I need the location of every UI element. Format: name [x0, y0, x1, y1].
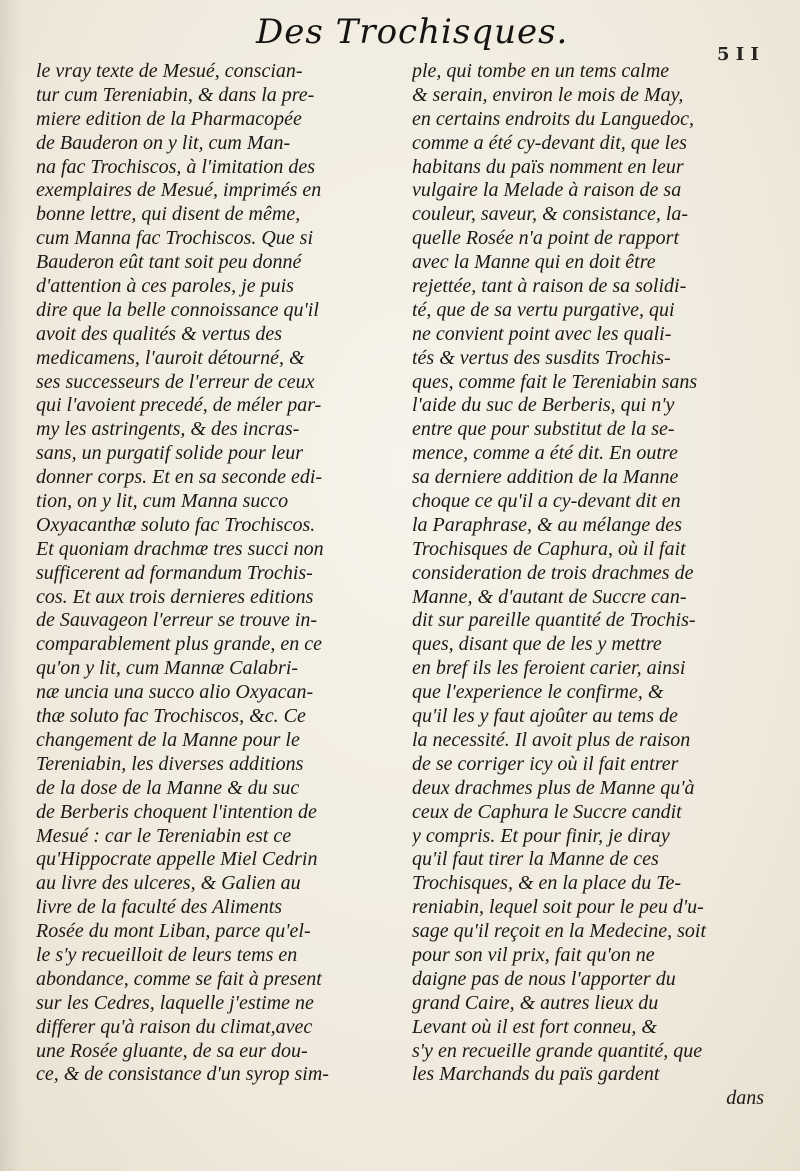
text-line: dire que la belle connoissance qu'il: [36, 298, 319, 321]
gutter-shadow: [0, 0, 22, 1171]
text-line: miere edition de la Pharmacopée: [36, 107, 302, 130]
text-line: ne convient point avec les quali-: [412, 322, 672, 345]
left-text-column: [36, 60, 392, 1087]
text-line: Trochisques de Caphura, où il fait: [412, 537, 686, 560]
text-line: qu'Hippocrate appelle Miel Cedrin: [36, 848, 318, 871]
page-header: [0, 10, 800, 65]
text-line: næ uncia una succo alio Oxyacan-: [36, 681, 314, 704]
text-line: differer qu'à raison du climat,avec: [36, 1015, 313, 1038]
running-title: Des Trochisques.: [256, 12, 569, 52]
text-line: Rosée du mont Liban, parce qu'el-: [36, 920, 311, 943]
text-line: choque ce qu'il a cy-devant dit en: [412, 490, 681, 513]
text-line: tur cum Tereniabin, & dans la pre-: [36, 83, 315, 106]
text-line: que l'experience le confirme, &: [412, 681, 664, 704]
text-line: rejettée, tant à raison de sa solidi-: [412, 275, 687, 298]
text-line: sage qu'il reçoit en la Medecine, soit: [412, 920, 707, 943]
text-line: té, que de sa vertu purgative, qui: [412, 298, 675, 321]
text-line: cos. Et aux trois dernieres editions: [36, 585, 314, 608]
text-line: de se corriger icy où il fait entrer: [412, 752, 679, 775]
text-line: en certains endroits du Languedoc,: [412, 107, 695, 130]
text-line: entre que pour substitut de la se-: [412, 418, 675, 441]
text-line: la Paraphrase, & au mélange des: [412, 513, 682, 536]
text-line: Trochisques, & en la place du Te-: [412, 872, 682, 895]
text-line: reniabin, lequel soit pour le peu d'u-: [412, 896, 704, 919]
text-line: my les astringents, & des incras-: [36, 418, 300, 441]
page-number: 5 I I: [717, 44, 759, 65]
text-line: ceux de Caphura le Succre candit: [412, 800, 682, 823]
text-line: qu'il faut tirer la Manne de ces: [412, 848, 659, 871]
text-line: & serain, environ le mois de May,: [412, 83, 684, 106]
text-line: sur les Cedres, laquelle j'estime ne: [36, 991, 314, 1014]
text-line: sufficerent ad formandum Trochis-: [36, 561, 313, 584]
text-line: de la dose de la Manne & du suc: [36, 776, 300, 799]
text-line: qu'il les y faut ajoûter au tems de: [412, 705, 678, 728]
text-line: mence, comme a été dit. En outre: [412, 442, 678, 465]
text-line: y compris. Et pour finir, je diray: [412, 824, 670, 847]
text-line: s'y en recueille grande quantité, que: [412, 1039, 703, 1062]
text-line: donner corps. Et en sa seconde edi-: [36, 466, 323, 489]
text-line: bonne lettre, qui disent de même,: [36, 203, 301, 226]
text-line: couleur, saveur, & consistance, la-: [412, 203, 689, 226]
text-line: les Marchands du païs gardent: [412, 1063, 660, 1086]
text-line: dit sur pareille quantité de Trochis-: [412, 609, 696, 632]
text-line: exemplaires de Mesué, imprimés en: [36, 179, 322, 202]
text-line: Tereniabin, les diverses additions: [36, 752, 304, 775]
text-line: pour son vil prix, fait qu'on ne: [412, 943, 655, 966]
text-line: changement de la Manne pour le: [36, 728, 300, 751]
text-line: deux drachmes plus de Manne qu'à: [412, 776, 695, 799]
text-line: thæ soluto fac Trochiscos, &c. Ce: [36, 705, 306, 728]
text-line: tion, on y lit, cum Manna succo: [36, 490, 289, 513]
text-line: d'attention à ces paroles, je puis: [36, 275, 294, 298]
text-line: Et quoniam drachmæ tres succi non: [36, 537, 324, 560]
text-line: daigne pas de nous l'apporter du: [412, 967, 676, 990]
text-line: Bauderon eût tant soit peu donné: [36, 251, 302, 274]
text-line: tés & vertus des susdits Trochis-: [412, 346, 671, 369]
text-line: l'aide du suc de Berberis, qui n'y: [412, 394, 675, 417]
right-text-column: [412, 60, 768, 1111]
text-line: Oxyacanthæ soluto fac Trochiscos.: [36, 513, 316, 536]
text-line: qui l'avoient precedé, de méler par-: [36, 394, 322, 417]
text-line: avoit des qualités & vertus des: [36, 322, 283, 345]
text-line: de Bauderon on y lit, cum Man-: [36, 131, 291, 154]
text-line: abondance, comme se fait à present: [36, 967, 322, 990]
text-line: habitans du païs nomment en leur: [412, 155, 684, 178]
text-line: ple, qui tombe en un tems calme: [412, 60, 670, 82]
text-line: sa derniere addition de la Manne: [412, 466, 679, 489]
text-line: ques, disant que de les y mettre: [412, 633, 662, 656]
text-line: quelle Rosée n'a point de rapport: [412, 227, 680, 250]
text-line: livre de la faculté des Aliments: [36, 896, 283, 919]
text-line: le s'y recueilloit de leurs tems en: [36, 943, 298, 966]
text-line: de Sauvageon l'erreur se trouve in-: [36, 609, 318, 632]
text-line: qu'on y lit, cum Mannæ Calabri-: [36, 657, 299, 680]
text-line: ques, comme fait le Tereniabin sans: [412, 370, 698, 393]
text-line: grand Caire, & autres lieux du: [412, 991, 659, 1014]
text-line: une Rosée gluante, de sa eur dou-: [36, 1039, 308, 1062]
text-line: vulgaire la Melade à raison de sa: [412, 179, 682, 202]
text-line: na fac Trochiscos, à l'imitation des: [36, 155, 316, 178]
text-line: medicamens, l'auroit détourné, &: [36, 346, 305, 369]
text-line: Mesué : car le Tereniabin est ce: [36, 824, 292, 847]
text-line: avec la Manne qui en doit être: [412, 251, 656, 274]
text-line: de Berberis choquent l'intention de: [36, 800, 317, 823]
text-line: sans, un purgatif solide pour leur: [36, 442, 304, 465]
text-line: comparablement plus grande, en ce: [36, 633, 323, 656]
text-line: en bref ils les feroient carier, ainsi: [412, 657, 686, 680]
text-line: consideration de trois drachmes de: [412, 561, 694, 584]
catchword: dans: [726, 1087, 764, 1110]
text-line: Levant où il est fort conneu, &: [412, 1015, 657, 1038]
text-line: ses successeurs de l'erreur de ceux: [36, 370, 315, 393]
text-line: ce, & de consistance d'un syrop sim-: [36, 1063, 329, 1086]
text-line: le vray texte de Mesué, conscian-: [36, 60, 303, 82]
text-line: cum Manna fac Trochiscos. Que si: [36, 227, 314, 250]
text-line: Manne, & d'autant de Succre can-: [412, 585, 687, 608]
text-line: au livre des ulceres, & Galien au: [36, 872, 301, 895]
text-line: comme a été cy-devant dit, que les: [412, 131, 687, 154]
text-line: la necessité. Il avoit plus de raison: [412, 728, 691, 751]
